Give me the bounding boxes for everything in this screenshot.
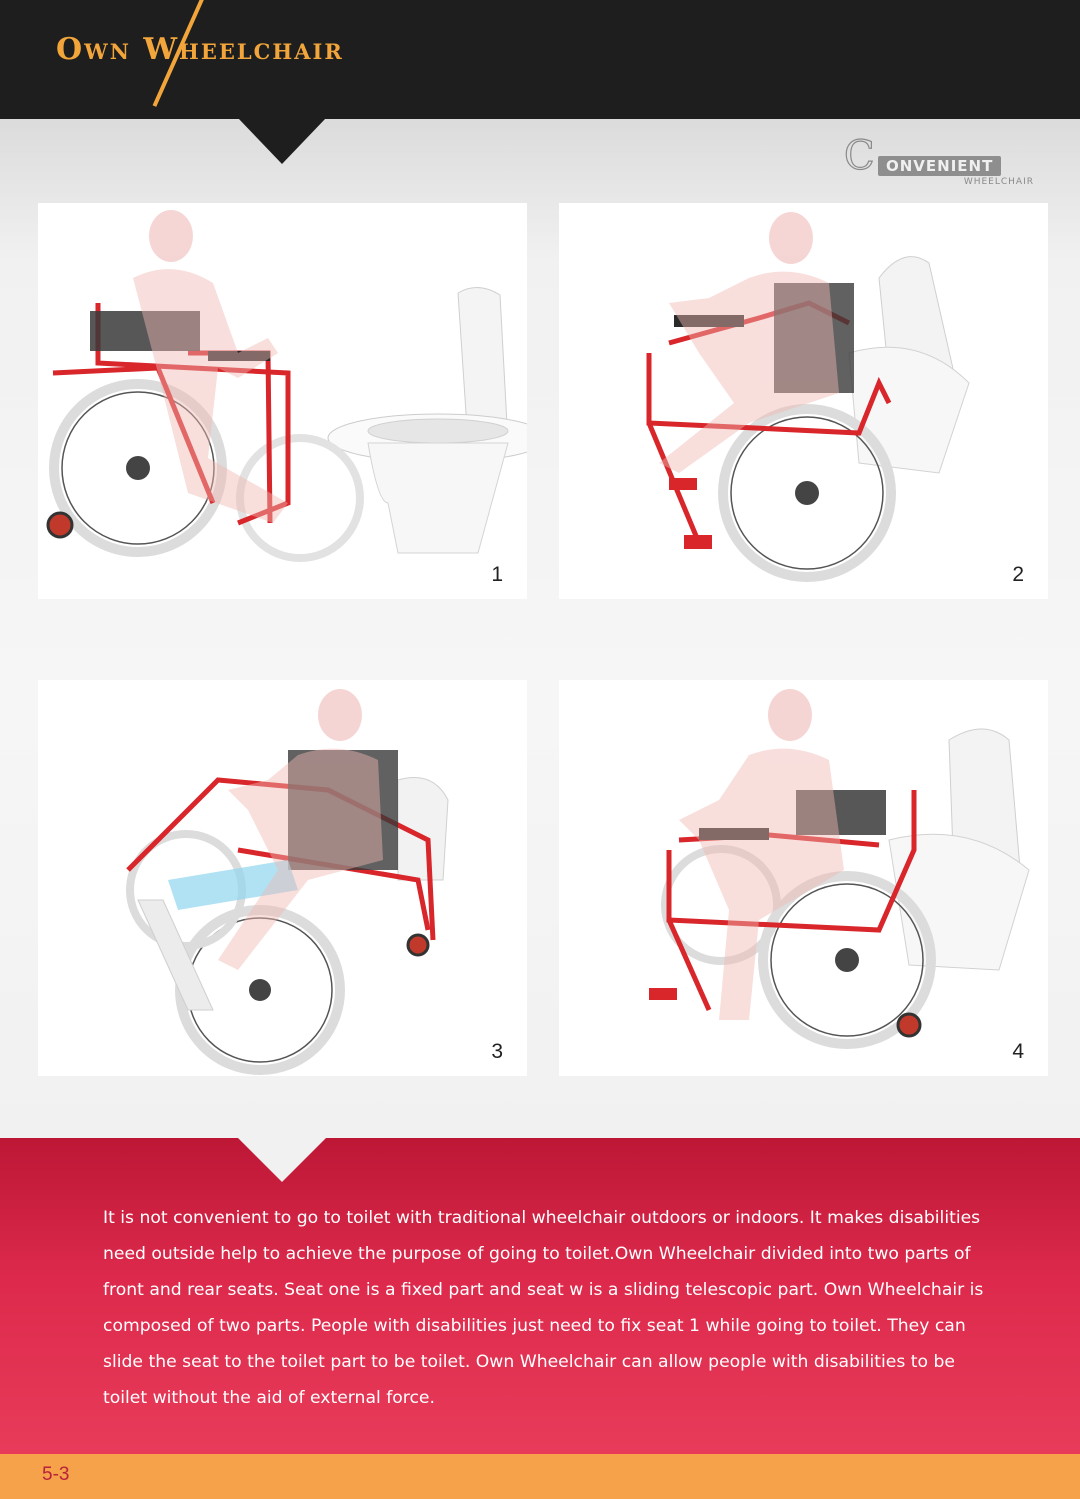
logo-initial: C [844, 133, 875, 179]
page-title: Own Wheelchair [56, 32, 344, 67]
description-text: It is not convenient to go to toilet with traditional wheelchair outdoors or indoors. It makes disabilities need outside help to achieve the purpose of going to toilet.Own Wheelchair divided into two parts of front and rear seats. Seat one is a fixed part and seat w is a sliding telescopic part. Own Wheelchair is composed of two parts. People with disabilities just need to fix seat 1 while going to toilet. They can slide the seat to the toilet part to be toilet. Own Wheelchair can allow people with disabilities to be toilet without the aid of external force. [103, 1208, 984, 1408]
panel-number-4: 4 [1012, 1040, 1024, 1063]
wheelchair-beside-toilet-illustration [38, 203, 527, 599]
page-header [0, 0, 1080, 119]
illustration-panel-4 [559, 680, 1048, 1076]
illustration-panel-3 [38, 680, 527, 1076]
page-number: 5-3 [42, 1464, 70, 1485]
page-footer [0, 1454, 1080, 1499]
convenient-wheelchair-logo [844, 133, 1040, 188]
wheelchair-docked-at-toilet-illustration [559, 680, 1048, 1076]
logo-word: ONVENIENT [878, 156, 1001, 176]
seat-slid-over-toilet-illustration [38, 680, 527, 1076]
header-notch [238, 118, 326, 164]
illustration-panel-1 [38, 203, 527, 599]
panel-number-2: 2 [1012, 563, 1024, 586]
wheelchair-backed-to-toilet-illustration [559, 203, 1048, 599]
panel-number-3: 3 [491, 1040, 503, 1063]
band-notch [238, 1138, 326, 1182]
illustration-panel-2 [559, 203, 1048, 599]
panel-number-1: 1 [491, 563, 503, 586]
toilet-icon [889, 729, 1029, 970]
person-figure [218, 689, 383, 970]
logo-subtitle: WHEELCHAIR [963, 177, 1034, 187]
